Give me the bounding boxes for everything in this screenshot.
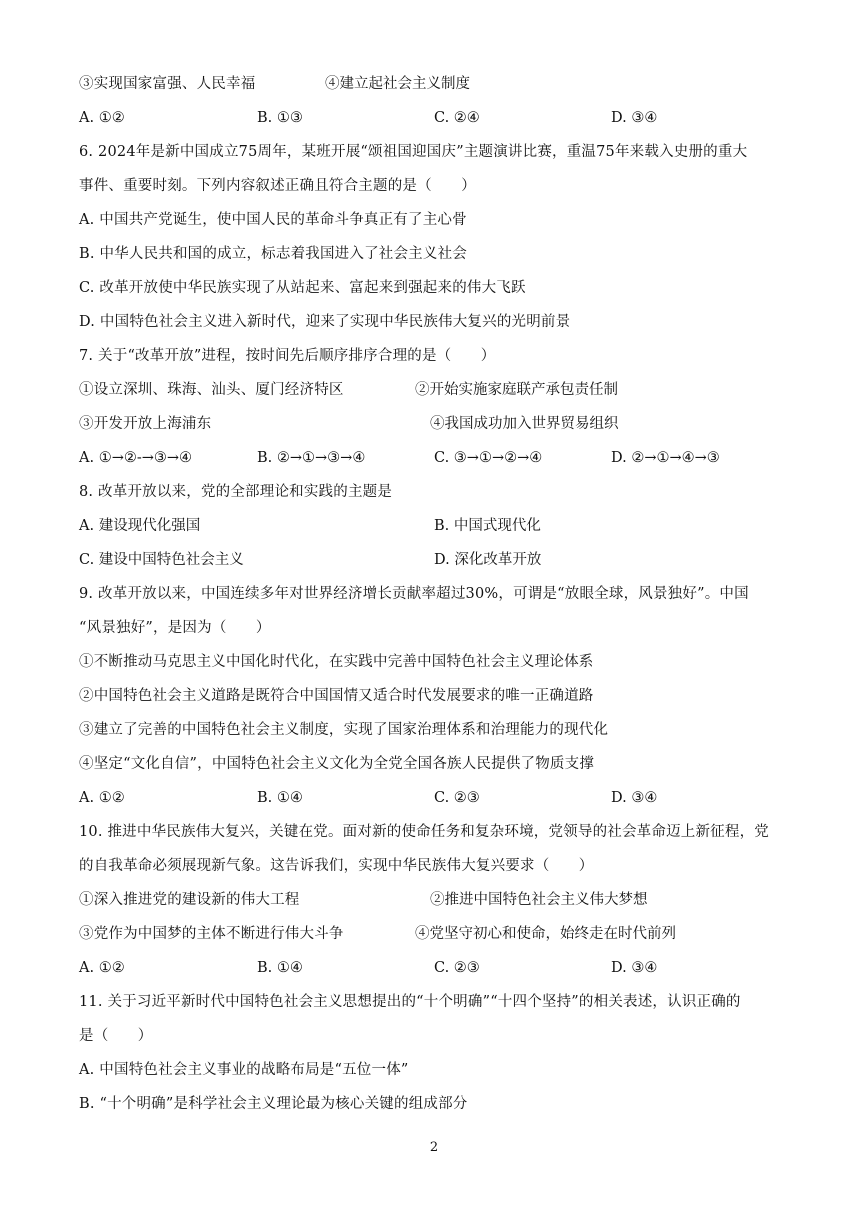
q8-option-d: D. 深化改革开放 [434,552,542,568]
q9-item-2: ②中国特色社会主义道路是既符合中国国情又适合时代发展要求的唯一正确道路 [79,688,594,704]
q7-item-1: ①设立深圳、珠海、汕头、厦门经济特区 [79,382,344,398]
q11-option-b: B. “十个明确”是科学社会主义理论最为核心关键的组成部分 [79,1096,468,1112]
q10-item-3: ③党作为中国梦的主体不断进行伟大斗争 [79,926,344,942]
q5-option-b: B. ①③ [257,110,303,126]
q11-stem-line-1: 11. 关于习近平新时代中国特色社会主义思想提出的“十个明确”“十四个坚持”的相关表述，认识正确的 [79,994,741,1010]
q8-option-b: B. 中国式现代化 [434,518,541,534]
q9-option-b: B. ①④ [257,790,303,806]
q7-item-3: ③开发开放上海浦东 [79,416,212,432]
q10-item-1: ①深入推进党的建设新的伟大工程 [79,892,300,908]
q9-option-c: C. ②③ [434,790,480,806]
q6-option-d: D. 中国特色社会主义进入新时代，迎来了实现中华民族伟大复兴的光明前景 [79,314,571,330]
q9-item-1: ①不断推动马克思主义中国化时代化，在实践中完善中国特色社会主义理论体系 [79,654,594,670]
q9-stem-line-1: 9. 改革开放以来，中国连续多年对世界经济增长贡献率超过30%，可谓是“放眼全球，风景独好”。中国 [79,586,749,602]
q6-stem-line-2: 事件、重要时刻。下列内容叙述正确且符合主题的是（ ） [79,178,476,194]
q8-stem: 8. 改革开放以来，党的全部理论和实践的主题是 [79,484,393,500]
q9-stem-line-2: “风景独好”，是因为（ ） [79,620,271,636]
q10-item-4: ④党坚守初心和使命，始终走在时代前列 [415,926,676,942]
q6-option-c: C. 改革开放使中华民族实现了从站起来、富起来到强起来的伟大飞跃 [79,280,526,296]
page-number: 2 [429,1140,439,1155]
q5-item-4: ④建立起社会主义制度 [325,76,470,92]
q10-option-a: A. ①② [79,960,125,976]
q5-option-a: A. ①② [79,110,125,126]
q8-option-c: C. 建设中国特色社会主义 [79,552,244,568]
q7-option-d: D. ②→①→④→③ [611,450,720,466]
q11-option-a: A. 中国特色社会主义事业的战略布局是“五位一体” [79,1062,409,1078]
q9-option-d: D. ③④ [611,790,658,806]
q7-option-c: C. ③→①→②→④ [434,450,543,466]
q9-item-3: ③建立了完善的中国特色社会主义制度，实现了国家治理体系和治理能力的现代化 [79,722,609,738]
q6-stem-line-1: 6. 2024年是新中国成立75周年，某班开展“颂祖国迎国庆”主题演讲比赛，重温75年来载入史册的重大 [79,144,748,160]
q7-option-b: B. ②→①→③→④ [257,450,366,466]
q7-item-4: ④我国成功加入世界贸易组织 [430,416,619,432]
q10-item-2: ②推进中国特色社会主义伟大梦想 [430,892,648,908]
q6-option-b: B. 中华人民共和国的成立，标志着我国进入了社会主义社会 [79,246,467,262]
q7-item-2: ②开始实施家庭联产承包责任制 [415,382,618,398]
q5-option-c: C. ②④ [434,110,480,126]
q11-stem-line-2: 是（ ） [79,1028,153,1044]
q6-option-a: A. 中国共产党诞生，使中国人民的革命斗争真正有了主心骨 [79,212,467,228]
q9-item-4: ④坚定“文化自信”，中国特色社会主义文化为全党全国各族人民提供了物质支撑 [79,756,595,772]
q10-option-b: B. ①④ [257,960,303,976]
q10-option-c: C. ②③ [434,960,480,976]
q10-option-d: D. ③④ [611,960,658,976]
q10-stem-line-1: 10. 推进中华民族伟大复兴，关键在党。面对新的使命任务和复杂环境，党领导的社会革命迈上新征程，党 [79,824,769,840]
q7-option-a: A. ①→②-→③→④ [79,450,193,466]
q10-stem-line-2: 的自我革命必须展现新气象。这告诉我们，实现中华民族伟大复兴要求（ ） [79,858,594,874]
q9-option-a: A. ①② [79,790,125,806]
q5-option-d: D. ③④ [611,110,658,126]
q8-option-a: A. 建设现代化强国 [79,518,201,534]
q5-item-3: ③实现国家富强、人民幸福 [79,76,256,92]
q7-stem: 7. 关于“改革开放”进程，按时间先后顺序排序合理的是（ ） [79,348,496,364]
